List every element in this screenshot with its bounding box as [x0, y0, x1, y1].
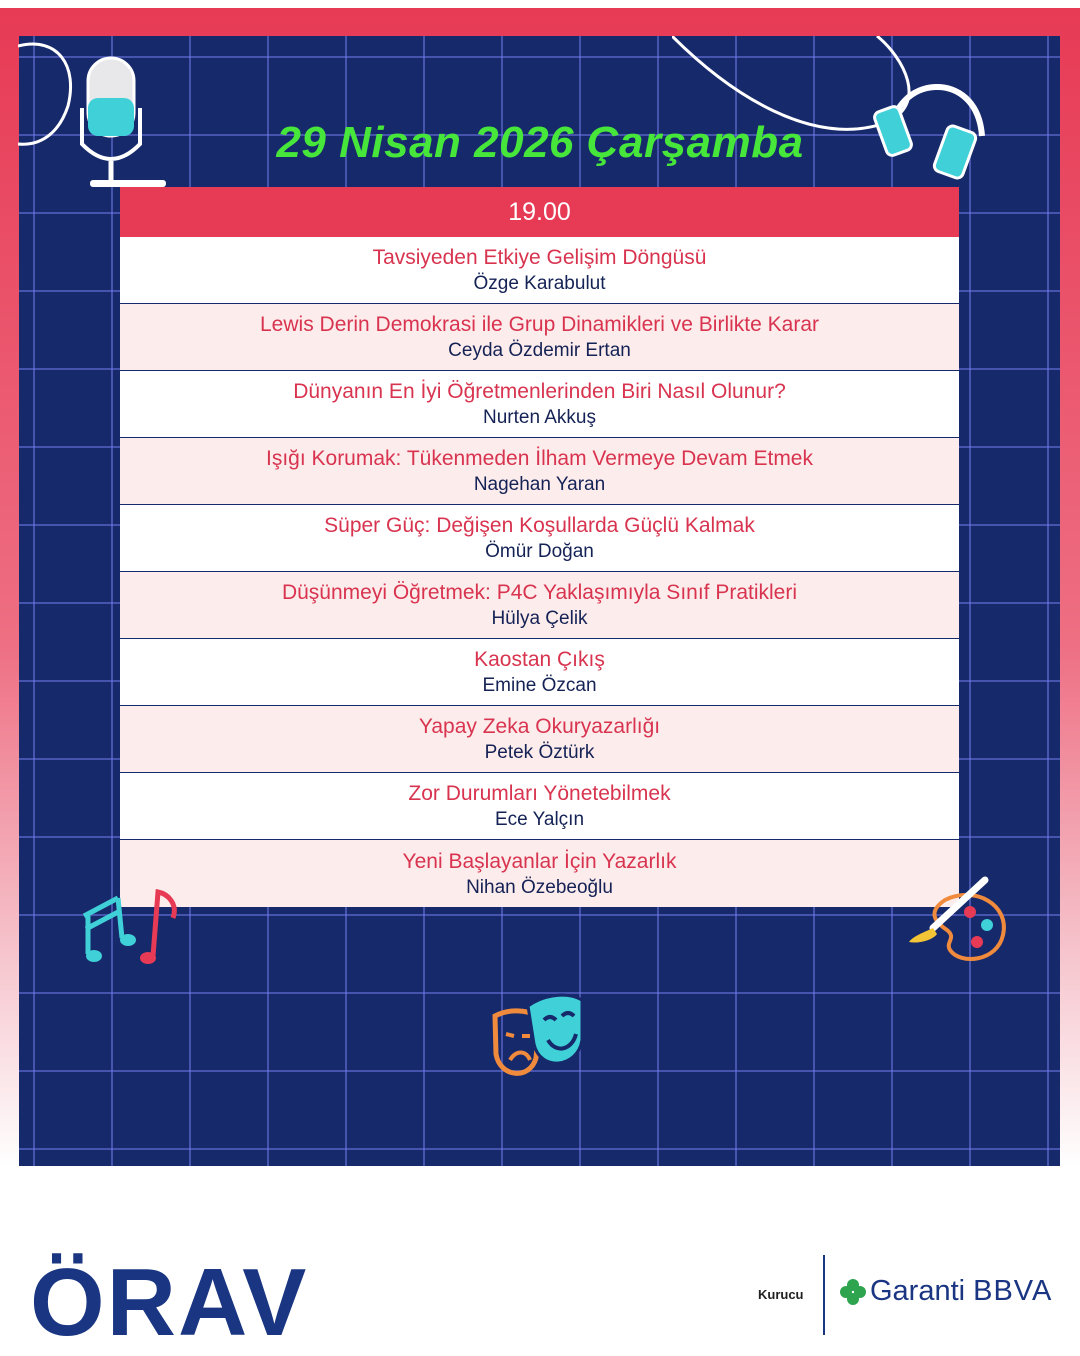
session-speaker: Özge Karabulut	[473, 273, 606, 294]
event-date-title: 29 Nisan 2026 Çarşamba	[276, 118, 804, 167]
session-title: Yeni Başlayanlar İçin Yazarlık	[402, 849, 677, 873]
session-speaker: Petek Öztürk	[484, 742, 595, 763]
session-title: Süper Güç: Değişen Koşullarda Güçlü Kalmak	[324, 514, 755, 537]
session-title: Zor Durumları Yönetebilmek	[408, 782, 671, 805]
time-header: 19.00	[120, 187, 959, 237]
sponsor-name: Garanti	[870, 1275, 966, 1307]
session-row	[120, 572, 959, 639]
theater-masks-icon	[490, 988, 590, 1088]
session-speaker: Ömür Doğan	[485, 541, 594, 562]
garanti-bbva-logo	[838, 1275, 1052, 1308]
session-row	[120, 371, 959, 438]
footer-divider	[823, 1255, 825, 1335]
session-speaker: Hülya Çelik	[491, 608, 588, 629]
session-title: Kaostan Çıkış	[474, 648, 605, 671]
session-row	[120, 237, 959, 304]
orav-logo: ÖRAV	[30, 1249, 309, 1356]
session-row	[120, 438, 959, 505]
session-title: Tavsiyeden Etkiye Gelişim Döngüsü	[372, 246, 707, 269]
session-row	[120, 639, 959, 706]
session-row	[120, 773, 959, 840]
schedule-table	[120, 187, 959, 907]
sponsor-suffix: BBVA	[973, 1275, 1053, 1307]
session-speaker: Nagehan Yaran	[473, 474, 606, 495]
session-row	[120, 706, 959, 773]
session-row	[120, 304, 959, 371]
session-title: Dünyanın En İyi Öğretmenlerinden Biri Nasıl Olunur?	[293, 380, 786, 403]
session-speaker: Emine Özcan	[482, 675, 597, 696]
session-row	[120, 505, 959, 572]
paint-palette-icon	[905, 870, 1010, 970]
founder-label: Kurucu	[758, 1287, 804, 1302]
music-notes-icon	[78, 884, 183, 969]
session-speaker: Ece Yalçın	[494, 809, 585, 830]
session-row	[120, 840, 959, 907]
clover-icon	[838, 1277, 868, 1307]
session-title: Düşünmeyi Öğretmek: P4C Yaklaşımıyla Sınıf Pratikleri	[281, 581, 798, 604]
microphone-icon	[18, 36, 188, 196]
session-speaker: Nihan Özebeoğlu	[466, 876, 613, 898]
session-title: Işığı Korumak: Tükenmeden İlham Vermeye Devam Etmek	[265, 447, 813, 470]
session-speaker: Nurten Akkuş	[483, 407, 596, 428]
session-list	[120, 237, 959, 907]
session-title: Yapay Zeka Okuryazarlığı	[418, 715, 661, 738]
session-speaker: Ceyda Özdemir Ertan	[448, 340, 631, 361]
session-title: Lewis Derin Demokrasi ile Grup Dinamikleri ve Birlikte Karar	[260, 313, 819, 336]
